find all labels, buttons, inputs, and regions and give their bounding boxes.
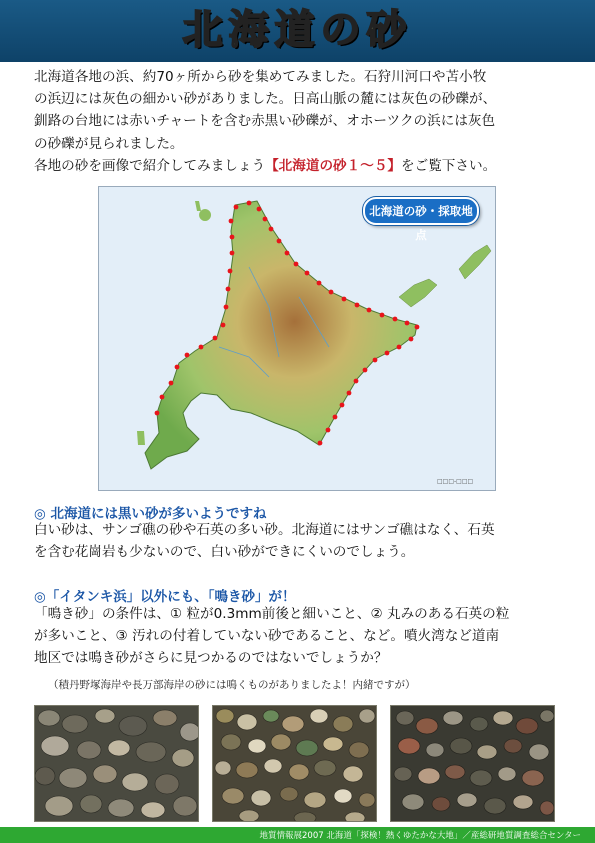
page-title: 北海道の砂 <box>182 6 413 53</box>
section1-heading: ◎ 北海道には黒い砂が多いようですね <box>34 506 267 522</box>
intro-line: の砂礫が見られました。 <box>34 135 184 152</box>
highlight-link-sands: 【北海道の砂１〜５】 <box>265 157 402 174</box>
intro-line: 北海道各地の浜、約70ヶ所から砂を集めてみました。石狩川河口や苫小牧 <box>34 69 487 85</box>
intro-text-post: をご覧下さい。 <box>401 157 497 174</box>
map-code: □□□-□□□ <box>437 478 474 485</box>
pebbles-image <box>213 706 376 821</box>
hokkaido-map <box>98 186 496 491</box>
intro-line: の浜辺には灰色の細かい砂がありました。日高山脈の麓には灰色の砂礫が、 <box>34 91 497 108</box>
section2-line: が多いこと、③ 汚れの付着していない砂であること、など。噴火湾など道南 <box>34 627 500 644</box>
section1-line: 白い砂は、サンゴ礁の砂や石英の多い砂。北海道にはサンゴ礁はなく、石英 <box>34 522 495 538</box>
sand-photo-3 <box>390 705 555 822</box>
section1-text <box>34 520 564 564</box>
sand-photo-1 <box>34 705 199 822</box>
section2-line: 「鳴き砂」の条件は、① 粒が0.3mm前後と細いこと、② 丸みのある石英の粒 <box>34 606 510 622</box>
intro-text <box>34 66 564 177</box>
intro-text-pre: 各地の砂を画像で紹介してみましょう <box>34 157 266 174</box>
map-badge-sampling-locations: 北海道の砂・採取地点 <box>363 197 479 225</box>
footer-credit: 地質情報展2007 北海道「探検！熱くゆたかな大地」／産総研地質調査総合センター <box>259 831 581 841</box>
pebbles-image <box>391 706 554 821</box>
okushiri-island <box>137 431 145 445</box>
header-banner <box>0 0 595 62</box>
map-illustration <box>99 187 495 490</box>
section2-line: 地区では鳴き砂がさらに見つかるのではないでしょうか？ <box>34 649 388 666</box>
section1-line: を含む花崗岩も少ないので、白い砂ができにくいのでしょう。 <box>34 543 415 560</box>
section2-note: （積丹野塚海岸や長万部海岸の砂には鳴くものがありましたよ！内緒ですが） <box>48 679 416 691</box>
intro-line-last <box>34 155 564 177</box>
section2-text <box>34 604 564 669</box>
pebbles-image <box>35 706 198 821</box>
intro-line: 釧路の台地には赤いチャートを含む赤黒い砂礫が、オホーツクの浜には灰色 <box>34 113 496 130</box>
footer-bar <box>0 827 595 843</box>
section2-heading: ◎「イタンキ浜」以外にも、「鳴き砂」が！ <box>34 589 296 605</box>
sand-photo-2 <box>212 705 377 822</box>
